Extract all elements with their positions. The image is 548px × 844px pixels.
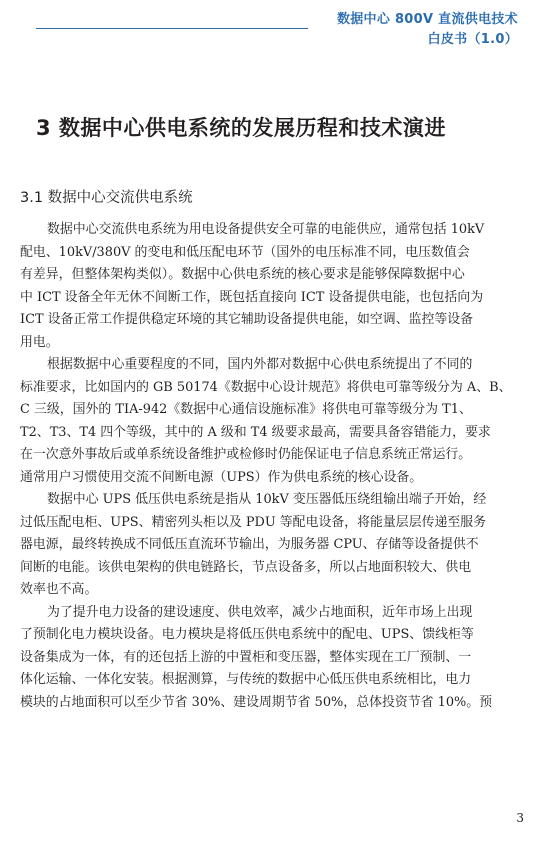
text-line: 配电、10kV/380V 的变电和低压配电环节（国外的电压标准不同，电压数值会 bbox=[20, 244, 470, 260]
header-rule bbox=[36, 28, 308, 29]
text-line: 间断的电能。该供电架构的供电链路长，节点设备多，所以占地面积较大、供电 bbox=[20, 559, 472, 575]
text-line: T2、T3、T4 四个等级，其中的 A 级和 T4 级要求最高，需要具备容错能力，要求 bbox=[20, 424, 491, 440]
text-line: 器电源，最终转换成不同低压直流环节输出，为服务器 CPU、存储等设备提供不 bbox=[20, 537, 479, 552]
text-line: 数据中心 UPS 低压供电系统是指从 10kV 变压器低压绕组输出端子开始，经 bbox=[47, 492, 487, 507]
page-number: 3 bbox=[516, 811, 524, 825]
text-line: 体化运输、一体化安装。根据测算，与传统的数据中心低压供电系统相比，电力 bbox=[20, 672, 472, 687]
text-line: 在一次意外事故后或单系统设备维护或检修时仍能保证电子信息系统正常运行。 bbox=[20, 447, 472, 462]
header-subtitle: 白皮书（1.0） bbox=[427, 32, 518, 47]
paragraph-2 bbox=[20, 354, 528, 489]
text-line: 过低压配电柜、UPS、精密列头柜以及 PDU 等配电设备，将能量层层传递至服务 bbox=[20, 514, 487, 530]
text-line: 根据数据中心重要程度的不同，国内外都对数据中心供电系统提出了不同的 bbox=[47, 357, 473, 372]
text-line: 中 ICT 设备全年无休不间断工作，既包括直接向 ICT 设备提供电能，也包括向为 bbox=[20, 289, 484, 305]
header-title: 数据中心 800V 直流供电技术 bbox=[336, 12, 518, 27]
text-line: 通常用户习惯使用交流不间断电源（UPS）作为供电系统的核心设备。 bbox=[20, 469, 423, 485]
paragraph-1 bbox=[20, 219, 528, 354]
paragraph-4 bbox=[20, 602, 528, 715]
text-line: 为了提升电力设备的建设速度、供电效率，减少占地面积，近年市场上出现 bbox=[47, 604, 473, 620]
text-line: 模块的占地面积可以至少节省 30%、建设周期节省 50%，总体投资节省 10%。预 bbox=[20, 694, 493, 710]
text-line: 用电。 bbox=[20, 334, 59, 350]
text-line: 标准要求，比如国内的 GB 50174《数据中心设计规范》将供电可靠等级分为 A、B、 bbox=[20, 379, 512, 395]
paragraph-3 bbox=[20, 489, 528, 602]
body-text bbox=[20, 219, 528, 714]
text-line: 设备集成为一体，有的还包括上游的中置柜和变压器，整体实现在工厂预制、一 bbox=[20, 649, 472, 665]
text-line: 效率也不高。 bbox=[20, 582, 98, 597]
text-line: 有差异，但整体架构类似）。数据中心供电系统的核心要求是能够保障数据中心 bbox=[20, 267, 465, 282]
chapter-title: 3 数据中心供电系统的发展历程和技术演进 bbox=[36, 116, 446, 140]
text-line: C 三级，国外的 TIA-942《数据中心通信设施标准》将供电可靠等级分为 T1、 bbox=[20, 402, 472, 417]
text-line: ICT 设备正常工作提供稳定环境的其它辅助设备提供电能，如空调、监控等设备 bbox=[20, 312, 474, 327]
text-line: 数据中心交流供电系统为用电设备提供安全可靠的电能供应，通常包括 10kV bbox=[47, 222, 485, 237]
text-line: 了预制化电力模块设备。电力模块是将低压供电系统中的配电、UPS、馈线柜等 bbox=[20, 627, 474, 642]
section-title: 3.1 数据中心交流供电系统 bbox=[20, 190, 193, 206]
